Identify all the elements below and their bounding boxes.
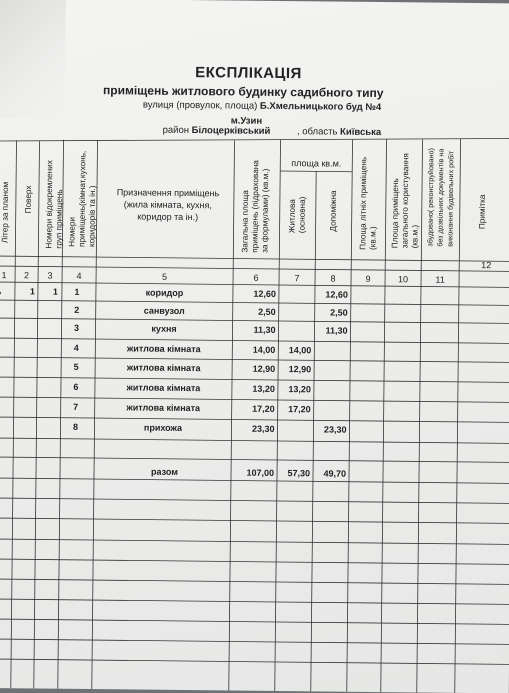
document-subtitle: приміщень житлового будинку садибного типу [103,83,384,100]
col-header-room-no-line1: Номери [67,151,78,247]
col-header-unauthorized [425,148,456,247]
col-header-summer-area-line2: (кв.м.) [368,157,379,250]
row-room-number: 2 [62,305,92,315]
totals-living-area: 57,30 [277,468,310,478]
row-total-area: 17,20 [232,403,275,413]
col-header-room-no [67,151,98,247]
column-number: 2 [15,270,38,280]
row-room-purpose: санвузол [96,305,233,316]
column-number: 7 [279,273,315,283]
col-header-total-area-line1: Загальна площа [240,160,251,253]
col-header-room-no-line3: коридорів та ін.) [87,151,98,247]
col-header-living-line1: Житлова [288,196,298,233]
region-label: , область [297,126,338,137]
row-room-number: 1 [62,287,92,297]
col-header-group-line2: груп приміщень [54,160,65,248]
row-liter [0,286,13,296]
col-header-liter: Літер за планом [0,182,11,243]
row-living-area: 12,90 [278,364,311,374]
column-number: 5 [96,271,233,282]
district-label: район [163,125,190,136]
row-room-purpose: прихожа [94,422,231,433]
row-room-number: 3 [61,323,91,333]
row-living-area: 14,00 [278,345,311,355]
column-number: 8 [315,273,351,283]
row-room-purpose: житлова кімната [95,343,232,354]
col-header-area-group: площа кв.м. [280,157,352,170]
col-header-note: Примітка [478,195,488,230]
row-room-number: 5 [61,362,91,372]
row-room-purpose: кухня [95,323,232,334]
row-auxiliary-area: 23,30 [313,424,346,434]
column-number: 9 [351,274,385,284]
row-living-area: 17,20 [278,404,311,414]
col-header-common-area-line3: (кв.м.) [410,153,421,248]
row-room-number: 7 [61,402,91,412]
col-header-unauthorized-line1: збудовано( реконструйовано) [425,148,436,247]
column-number: 6 [233,272,279,282]
col-header-summer-area [358,157,379,250]
col-header-total-area-line3: за формулами) (кв.м.) [260,160,271,253]
row-auxiliary-area: 12,60 [315,289,348,299]
col-header-purpose [104,186,232,223]
street-label: вулиця (провулок, площа) [143,100,258,112]
district-value: Білоцерківський [192,125,271,137]
column-number: 3 [38,270,62,280]
col-header-group [44,160,65,249]
row-room-purpose: коридор [96,287,233,298]
totals-label: разом [151,467,178,477]
region-value: Київська [340,127,381,138]
col-header-living-line2: (основна) [298,197,308,234]
col-header-living [288,196,308,233]
street-value: Б.Хмельницького буд №4 [260,101,381,113]
col-header-common-area-line1: Площа приміщень [390,153,401,248]
col-header-common-area-line2: загального користування [400,153,411,248]
column-number: 11 [421,274,459,284]
row-auxiliary-area: 2,50 [315,307,348,317]
row-total-area: 2,50 [233,306,276,316]
row-total-area: 12,90 [232,363,275,373]
col-header-total-area-line2: приміщень (підрахована [250,160,261,253]
totals-total-area: 107,00 [231,467,274,477]
row-room-number: 8 [60,422,90,432]
col-header-common-area [390,153,421,248]
row-group-number: 1 [38,286,58,296]
row-total-area: 12,60 [233,288,276,298]
column-number: 12 [459,260,509,271]
row-floor: 1 [15,286,35,296]
col-header-room-no-line2: приміщень(кімнат,кухонь, [77,151,88,247]
col-header-purpose-line1: Призначення приміщень [104,186,232,199]
document-title: ЕКСПЛІКАЦІЯ [195,64,302,82]
row-total-area: 23,30 [231,423,274,433]
col-header-summer-area-line1: Площа літніх приміщень [358,157,369,250]
row-room-purpose: житлова кімната [95,402,232,413]
column-number: 10 [385,274,421,284]
col-header-purpose-line2: (жила кімната, кухня, [104,198,232,211]
col-header-auxiliary: Допоміжна [329,190,339,231]
col-header-floor: Поверх [24,185,34,213]
row-room-purpose: житлова кімната [95,362,232,373]
row-total-area: 14,00 [232,344,275,354]
row-living-area: 13,20 [278,384,311,394]
col-header-group-line1: Номери відокремлених [44,160,55,248]
address-city: м.Узин [231,115,263,126]
totals-auxiliary-area: 49,70 [313,468,346,478]
row-total-area: 13,20 [232,383,275,393]
row-room-number: 6 [61,382,91,392]
col-header-purpose-line3: коридор та ін.) [104,210,232,223]
row-auxiliary-area: 11,30 [314,325,347,335]
column-number: 1 [0,270,15,280]
col-header-unauthorized-line2: без дозвільних документів на [435,148,446,247]
column-number: 4 [62,271,96,281]
col-header-total-area [240,160,271,253]
row-room-number: 4 [61,343,91,353]
row-room-purpose: житлова кімната [95,382,232,393]
col-header-unauthorized-line3: виконання будівельних робіт [445,148,456,247]
row-total-area: 11,30 [232,324,275,334]
